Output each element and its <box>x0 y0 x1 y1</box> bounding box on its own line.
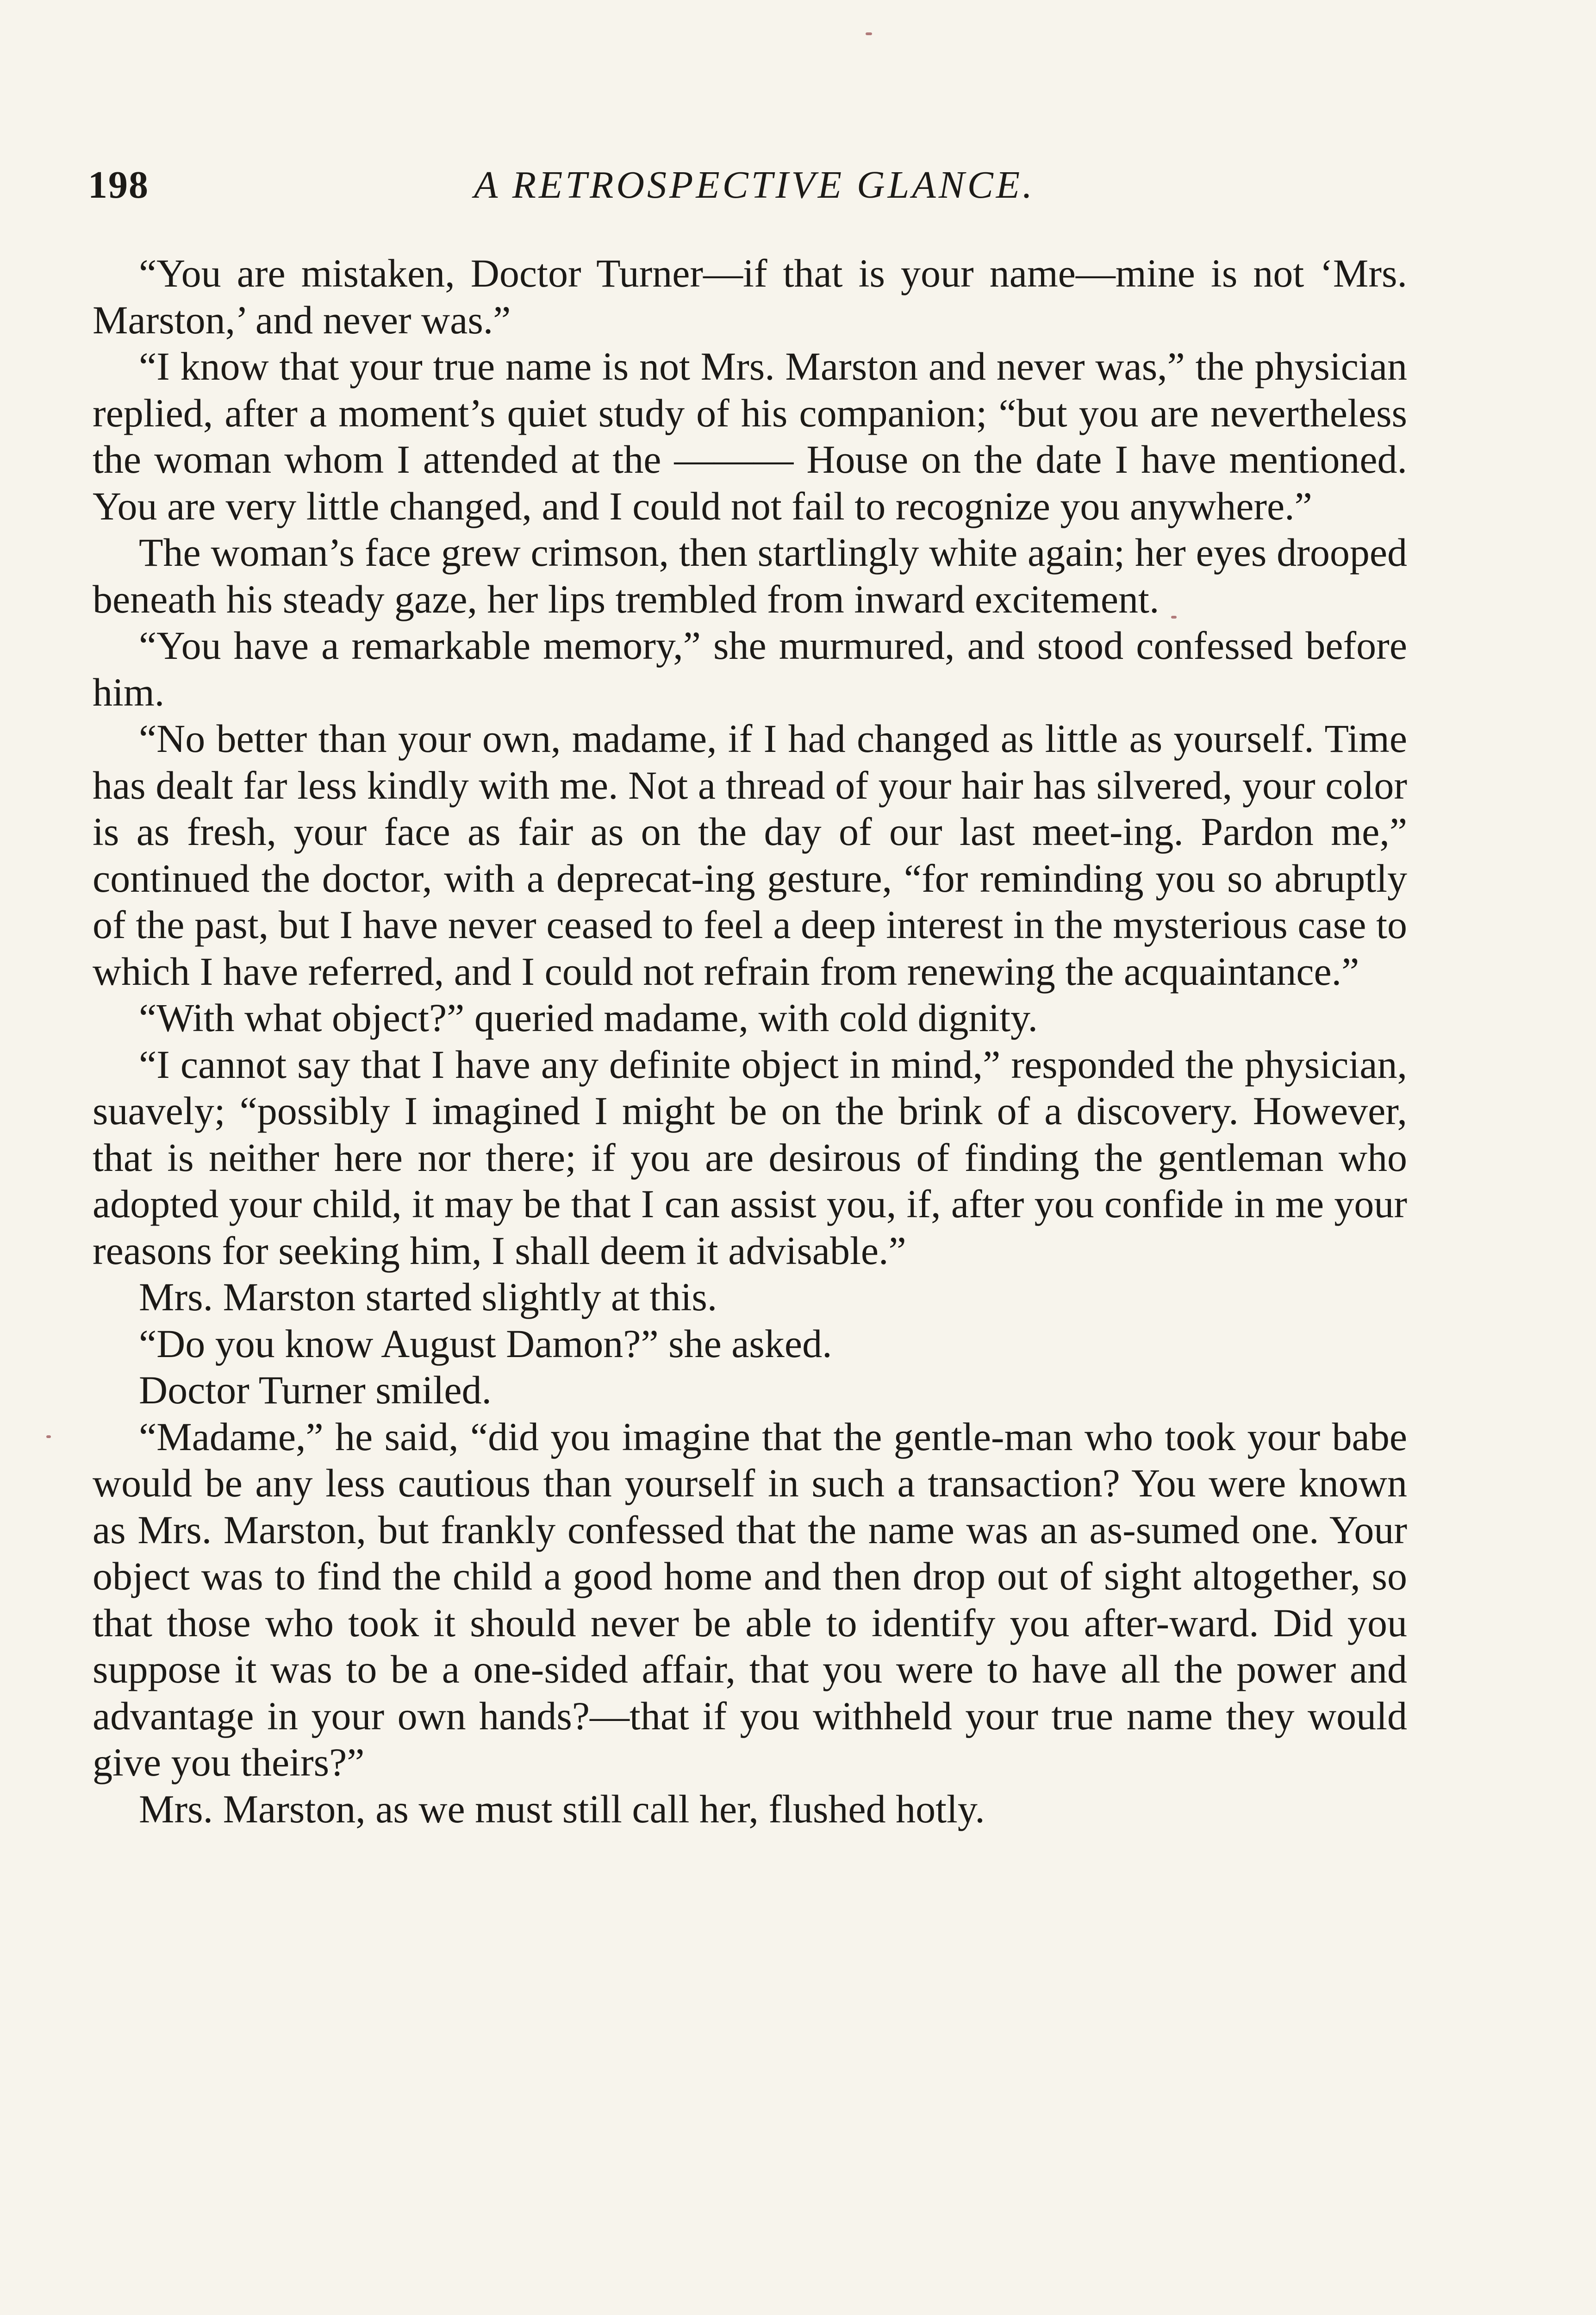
paragraph: “No better than your own, madame, if I had changed as little as yourself. Time has dealt far less kindly with me. Not a thread of your hair has silvered, your color is as fresh, your face as fair as on the day of our last meet-ing. Pardon me,” continued the doctor, with a deprecat-ing gesture, “for reminding you so abruptly of the past, but I have never ceased to feel a deep interest in the mysterious case to which I have referred, and I could not refrain from renewing the acquaintance.” <box>93 716 1407 994</box>
body-text <box>93 250 1407 1832</box>
paragraph: The woman’s face grew crimson, then startlingly white again; her eyes drooped beneath his steady gaze, her lips trembled from inward excitement. <box>93 530 1407 621</box>
running-title: A RETROSPECTIVE GLANCE. <box>474 163 1035 206</box>
paragraph: Mrs. Marston, as we must still call her, flushed hotly. <box>139 1786 985 1831</box>
paragraph: “Do you know August Damon?” she asked. <box>139 1321 832 1366</box>
paragraph: “You have a remarkable memory,” she murmured, and stood confessed before him. <box>93 623 1407 714</box>
paragraph: “Madame,” he said, “did you imagine that the gentle-man who took your babe would be any less cautious than yourself in such a transaction? You were known as Mrs. Marston, but frankly confessed that the name was an as-sumed one. Your object was to find the child a good home and then drop out of sight altogether, so that those who took it should never be able to identify you after-ward. Did you suppose it was to be a one-sided affair, that you were to have all the power and advantage in your own hands?—that if you withheld your true name they would give you theirs?” <box>93 1414 1407 1784</box>
paragraph: Doctor Turner smiled. <box>139 1368 492 1412</box>
print-speck <box>46 1435 51 1438</box>
page-header <box>88 162 1421 213</box>
paragraph: “With what object?” queried madame, with cold dignity. <box>139 995 1038 1040</box>
page-number: 198 <box>88 163 149 206</box>
paragraph: Mrs. Marston started slightly at this. <box>139 1275 717 1319</box>
paragraph: “I know that your true name is not Mrs. Marston and never was,” the physician replied, after a moment’s quiet study of his companion; “but you are nevertheless the woman whom I attended at the ——— House on the date I have mentioned. You are very little changed, and I could not fail to recognize you anywhere.” <box>93 344 1407 528</box>
paragraph: “You are mistaken, Doctor Turner—if that is your name—mine is not ‘Mrs. Marston,’ and never was.” <box>93 251 1407 342</box>
paragraph: “I cannot say that I have any definite object in mind,” responded the physician, suavely; “possibly I imagined I might be on the brink of a discovery. However, that is neither here nor there; if you are desirous of finding the gentleman who adopted your child, it may be that I can assist you, if, after you confide in me your reasons for seeking him, I shall deem it advisable.” <box>93 1042 1407 1273</box>
print-speck <box>866 32 872 35</box>
print-speck <box>1171 616 1177 619</box>
